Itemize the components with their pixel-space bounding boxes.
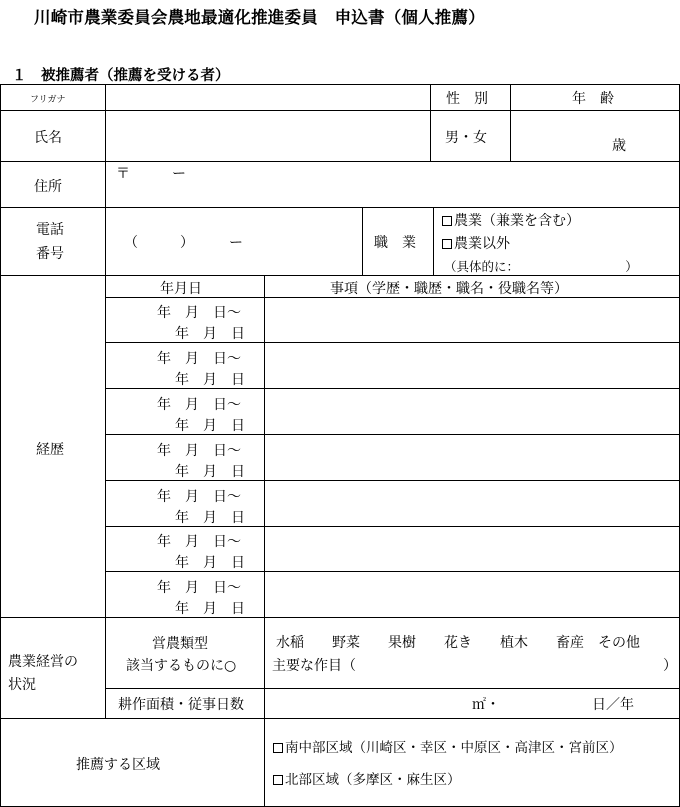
grid-line xyxy=(0,161,680,162)
history-label: 経歴 xyxy=(36,442,64,458)
farm-type-label: 営農類型 xyxy=(152,636,208,652)
district-option-north-label: 北部区域（多摩区・麻生区） xyxy=(285,772,461,788)
grid-line xyxy=(0,84,680,85)
grid-line xyxy=(105,688,680,689)
phone-number-field[interactable]: （ ） ー xyxy=(124,235,243,251)
name-input[interactable] xyxy=(107,112,429,160)
occupation-option-non-farming-label: 農業以外 xyxy=(454,236,510,252)
history-to: 年 月 日 xyxy=(175,601,245,617)
history-to: 年 月 日 xyxy=(175,555,245,571)
occupation-option-farming-label: 農業（兼業を含む） xyxy=(454,213,580,229)
farm-type-note: 該当するものに○ xyxy=(126,658,237,674)
grid-line xyxy=(0,275,680,276)
checkbox-icon[interactable] xyxy=(273,743,283,753)
grid-line xyxy=(0,110,680,111)
history-to: 年 月 日 xyxy=(175,326,245,342)
grid-line xyxy=(0,718,680,719)
main-crops-field[interactable]: 主要な作目（ xyxy=(272,658,356,674)
grid-line xyxy=(430,84,431,161)
history-to: 年 月 日 xyxy=(175,372,245,388)
grid-line xyxy=(105,84,106,718)
phone-label-line1: 電話 xyxy=(36,222,64,238)
main-crops-close: ） xyxy=(663,658,677,674)
days-unit: 日／年 xyxy=(592,697,634,713)
section-heading: １ 被推薦者（推薦を受ける者） xyxy=(12,68,230,84)
age-unit: 歳 xyxy=(612,138,626,154)
phone-label-line2: 番号 xyxy=(36,246,64,262)
district-option-north[interactable] xyxy=(273,768,461,788)
farm-status-label-line2: 状況 xyxy=(8,677,36,693)
history-item-header: 事項（学歴・職歴・職名・役職名等） xyxy=(330,281,568,297)
furigana-input[interactable] xyxy=(107,86,429,109)
occupation-label: 職 業 xyxy=(374,235,416,251)
occupation-option-non-farming[interactable] xyxy=(442,233,510,253)
grid-line xyxy=(0,617,680,618)
grid-line xyxy=(264,617,265,806)
gender-options[interactable]: 男・女 xyxy=(445,130,487,146)
history-from: 年 月 日〜 xyxy=(157,534,241,550)
history-to: 年 月 日 xyxy=(175,510,245,526)
history-from: 年 月 日〜 xyxy=(157,397,241,413)
gender-header: 性 別 xyxy=(446,91,488,107)
grid-line xyxy=(264,275,265,617)
grid-line xyxy=(510,84,511,161)
farm-type-options[interactable]: 水稲 野菜 果樹 花き 植木 畜産 その他 xyxy=(276,635,640,651)
history-from: 年 月 日〜 xyxy=(157,489,241,505)
postal-code-field[interactable]: 〒 ー xyxy=(116,166,186,182)
occupation-option-farming[interactable] xyxy=(442,210,580,230)
grid-line xyxy=(0,207,680,208)
district-label: 推薦する区域 xyxy=(76,757,160,773)
farm-status-label-line1: 農業経営の xyxy=(8,654,78,670)
occupation-detail-field[interactable]: （具体的に： ） xyxy=(444,259,638,274)
grid-line xyxy=(362,207,363,275)
name-label: 氏名 xyxy=(34,130,62,146)
grid-line xyxy=(0,84,1,807)
history-from: 年 月 日〜 xyxy=(157,443,241,459)
age-header: 年 齢 xyxy=(572,91,614,107)
checkbox-icon[interactable] xyxy=(442,239,452,249)
history-from: 年 月 日〜 xyxy=(157,305,241,321)
form-title: 川崎市農業委員会農地最適化推進委員 申込書（個人推薦） xyxy=(34,8,485,27)
history-from: 年 月 日〜 xyxy=(157,580,241,596)
area-unit: ㎡・ xyxy=(472,697,500,713)
furigana-label: フリガナ xyxy=(30,95,66,105)
address-label: 住所 xyxy=(34,179,62,195)
history-from: 年 月 日〜 xyxy=(157,351,241,367)
area-days-label: 耕作面積・従事日数 xyxy=(118,697,244,713)
history-to: 年 月 日 xyxy=(175,418,245,434)
history-to: 年 月 日 xyxy=(175,464,245,480)
district-option-south-central[interactable] xyxy=(273,736,623,756)
grid-line xyxy=(433,207,434,275)
checkbox-icon[interactable] xyxy=(442,216,452,226)
checkbox-icon[interactable] xyxy=(273,775,283,785)
history-date-header: 年月日 xyxy=(160,281,202,297)
district-option-south-central-label: 南中部区域（川崎区・幸区・中原区・高津区・宮前区） xyxy=(285,740,623,756)
